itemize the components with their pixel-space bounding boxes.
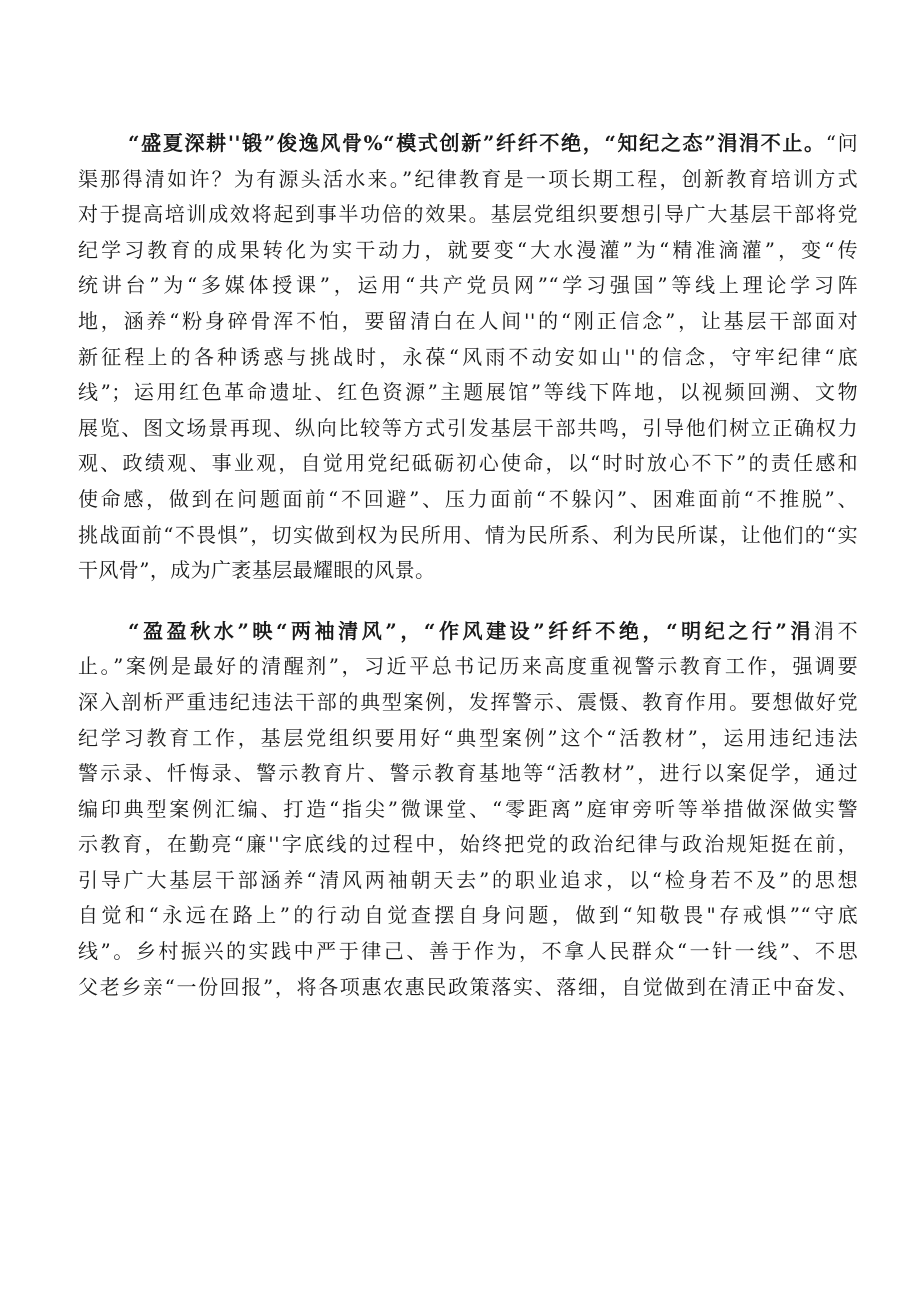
text-line: 对于提高培训成效将起到事半功倍的效果。基层党组织要想引导广大基层干部将党 — [78, 202, 858, 227]
text-line: 引导广大基层干部涵养“清风两袖朝天去”的职业追求，以“检身若不及”的思想 — [78, 867, 858, 892]
paragraph-summer — [78, 126, 858, 589]
text-line: 父老乡亲“一份回报”，将各项惠农惠民政策落实、落细，自觉做到在清正中奋发、 — [78, 974, 858, 999]
text-line: 线”。乡村振兴的实践中严于律己、善于作为，不拿人民群众“一针一线”、不思 — [78, 939, 858, 964]
text-line: 渠那得清如许？为有源头活水来。”纪律教育是一项长期工程，创新教育培训方式 — [78, 166, 858, 191]
text-line — [78, 126, 858, 162]
text-line: 线”；运用红色革命遗址、红色资源”主题展馆”等线下阵地，以视频回溯、文物 — [78, 380, 858, 405]
text-line: 纪学习教育工作，基层党组织要用好“典型案例”这个“活教材”，运用违纪违法 — [78, 725, 858, 750]
text-line: 深入剖析严重违纪违法干部的典型案例，发挥警示、震慑、教育作用。要想做好党 — [78, 689, 858, 714]
text-line: 观、政绩观、事业观，自觉用党纪砥砺初心使命，以“时时放心不下”的责任感和 — [78, 451, 858, 476]
text-line: 统讲台”为“多媒体授课”，运用“共产党员网”“学习强国”等线上理论学习阵 — [78, 273, 858, 298]
paragraph-lead: “盈盈秋水”映“两袖清风”，“作风建设”纤纤不绝，“明纪之行”涓 — [128, 618, 815, 643]
text-line: 编印典型案例汇编、打造“指尖”微课堂、“零距离”庭审旁听等举措做深做实警 — [78, 796, 858, 821]
text-line: 干风骨”，成为广袤基层最耀眼的风景。 — [78, 558, 436, 583]
text-span: “问 — [825, 131, 858, 155]
text-line: 示教育，在勤亮“廉''字底线的过程中，始终把党的政治纪律与政治规矩挺在前， — [78, 832, 858, 857]
text-line: 自觉和“永远在路上”的行动自觉查摆自身问题，做到“知敬畏"存戒惧”“守底 — [78, 903, 858, 928]
text-line: 纪学习教育的成果转化为实干动力，就要变“大水漫灌”为“精准滴灌”，变“传 — [78, 237, 858, 262]
paragraph-lead: “盛夏深耕''锻”俊逸风骨%“模式创新”纤纤不绝，“知纪之态”涓涓不止。 — [128, 131, 826, 155]
text-line: 使命感，做到在问题面前“不回避”、压力面前“不躲闪”、困难面前“不推脱”、 — [78, 486, 858, 511]
text-line: 新征程上的各种诱惑与挑战时，永葆“风雨不动安如山''的信念，守牢纪律“底 — [78, 344, 858, 369]
text-line: 挑战面前“不畏惧”，切实做到权为民所用、情为民所系、利为民所谋，让他们的“实 — [78, 522, 858, 547]
text-line: 警示录、忏悔录、警示教育片、警示教育基地等“活教材”，进行以案促学，通过 — [78, 761, 858, 786]
text-line: 地，涵养“粉身碎骨浑不怕，要留清白在人间''的“刚正信念”，让基层干部面对 — [78, 308, 858, 333]
text-line — [78, 614, 858, 650]
document-page — [78, 126, 858, 1005]
text-span: 涓不 — [814, 618, 858, 643]
text-line: 止。”案例是最好的清醒剂”，习近平总书记历来高度重视警示教育工作，强调要 — [78, 654, 858, 679]
paragraph-autumn — [78, 614, 858, 1006]
text-line: 展览、图文场景再现、纵向比较等方式引发基层干部共鸣，引导他们树立正确权力 — [78, 415, 858, 440]
